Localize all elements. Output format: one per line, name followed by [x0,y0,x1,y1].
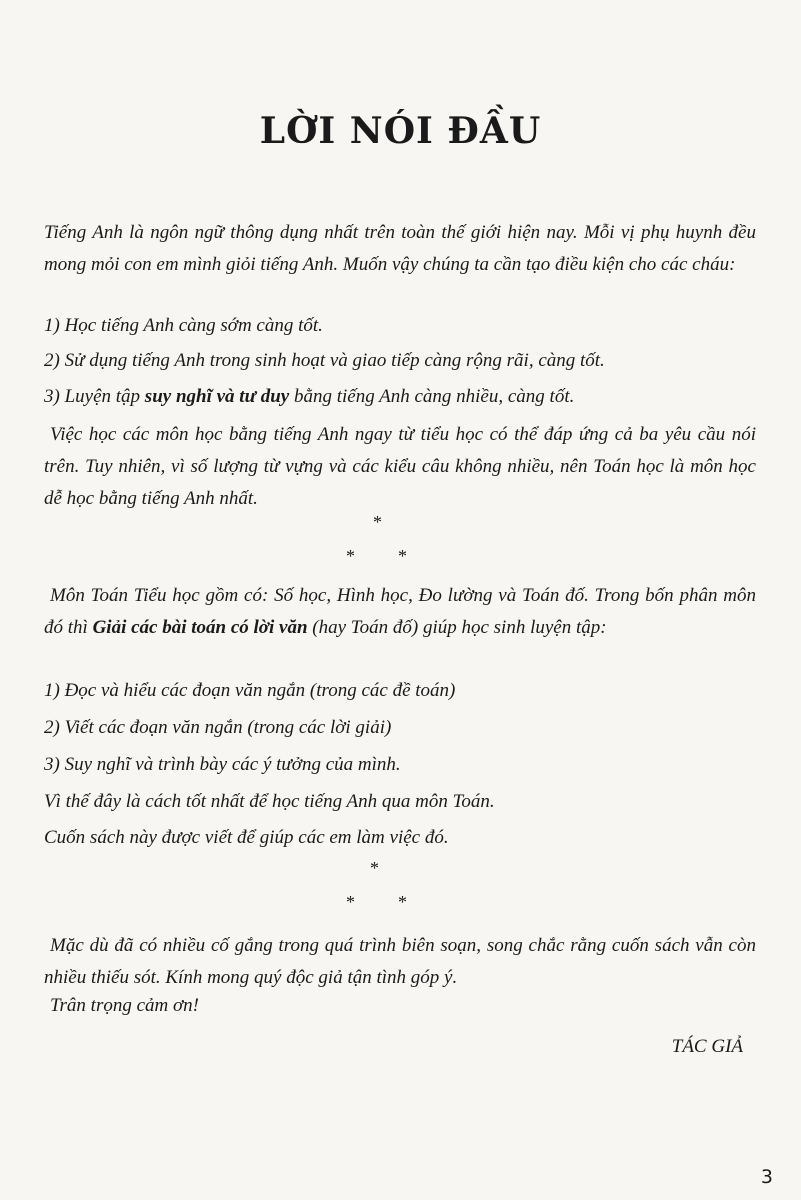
paragraph-3-bold: Giải các bài toán có lời văn [92,617,308,638]
separator-star: * [373,512,382,532]
thanks-line: Trân trọng cảm ơn! [50,995,199,1016]
list2-item1: 1) Đọc và hiểu các đoạn văn ngắn (trong các đề toán) [44,680,456,701]
paragraph-4: Mặc dù đã có nhiều cố gắng trong quá trình biên soạn, song chắc rằng cuốn sách vẫn còn nhiều thiếu sót. Kính mong quý độc giả tận tình góp ý. [44,935,756,988]
separator-star: * [346,892,355,912]
page-number: 3 [760,1166,773,1188]
paragraph-3-pre: Môn Toán Tiểu học gồm có: Số học, Hình học, Đo lường và Toán đố. Trong bốn phân môn đó thì [44,585,756,638]
separator-star: * [370,858,379,878]
list1-item3-pre: 3) Luyện tập [44,386,145,407]
list1-item1: 1) Học tiếng Anh càng sớm càng tốt. [44,315,323,336]
line-cuon-sach: Cuốn sách này được viết để giúp các em làm việc đó. [44,827,449,848]
list1-item3-bold: suy nghĩ và tư duy [144,386,290,407]
author-signature: TÁC GIẢ [671,1036,743,1057]
list1-item2: 2) Sử dụng tiếng Anh trong sinh hoạt và giao tiếp càng rộng rãi, càng tốt. [44,350,605,371]
list2-item3: 3) Suy nghĩ và trình bày các ý tưởng của mình. [44,754,401,775]
list2-item2: 2) Viết các đoạn văn ngắn (trong các lời giải) [44,717,392,738]
list1-item3-post: bằng tiếng Anh càng nhiều, càng tốt. [289,386,575,407]
page-title: LỜI NÓI ĐẦU [259,110,542,152]
list1-item3 [44,381,756,413]
paragraph-2: Việc học các môn học bằng tiếng Anh ngay từ tiểu học có thể đáp ứng cả ba yêu cầu nói trên. Tuy nhiên, vì số lượng từ vựng và các kiểu câu không nhiều, nên Toán học là môn học dễ học bằng tiếng Anh nhất. [44,424,756,509]
paragraph-3-post: (hay Toán đố) giúp học sinh luyện tập: [307,617,607,638]
intro-paragraph: Tiếng Anh là ngôn ngữ thông dụng nhất trên toàn thế giới hiện nay. Mỗi vị phụ huynh đều mong mỏi con em mình giỏi tiếng Anh. Muốn vậy chúng ta cần tạo điều kiện cho các cháu: [44,222,756,275]
separator-star: * [398,546,407,566]
line-vi-the: Vì thế đây là cách tốt nhất để học tiếng Anh qua môn Toán. [44,791,495,812]
separator-star: * [346,546,355,566]
paragraph-3 [44,580,756,644]
separator-star: * [398,892,407,912]
